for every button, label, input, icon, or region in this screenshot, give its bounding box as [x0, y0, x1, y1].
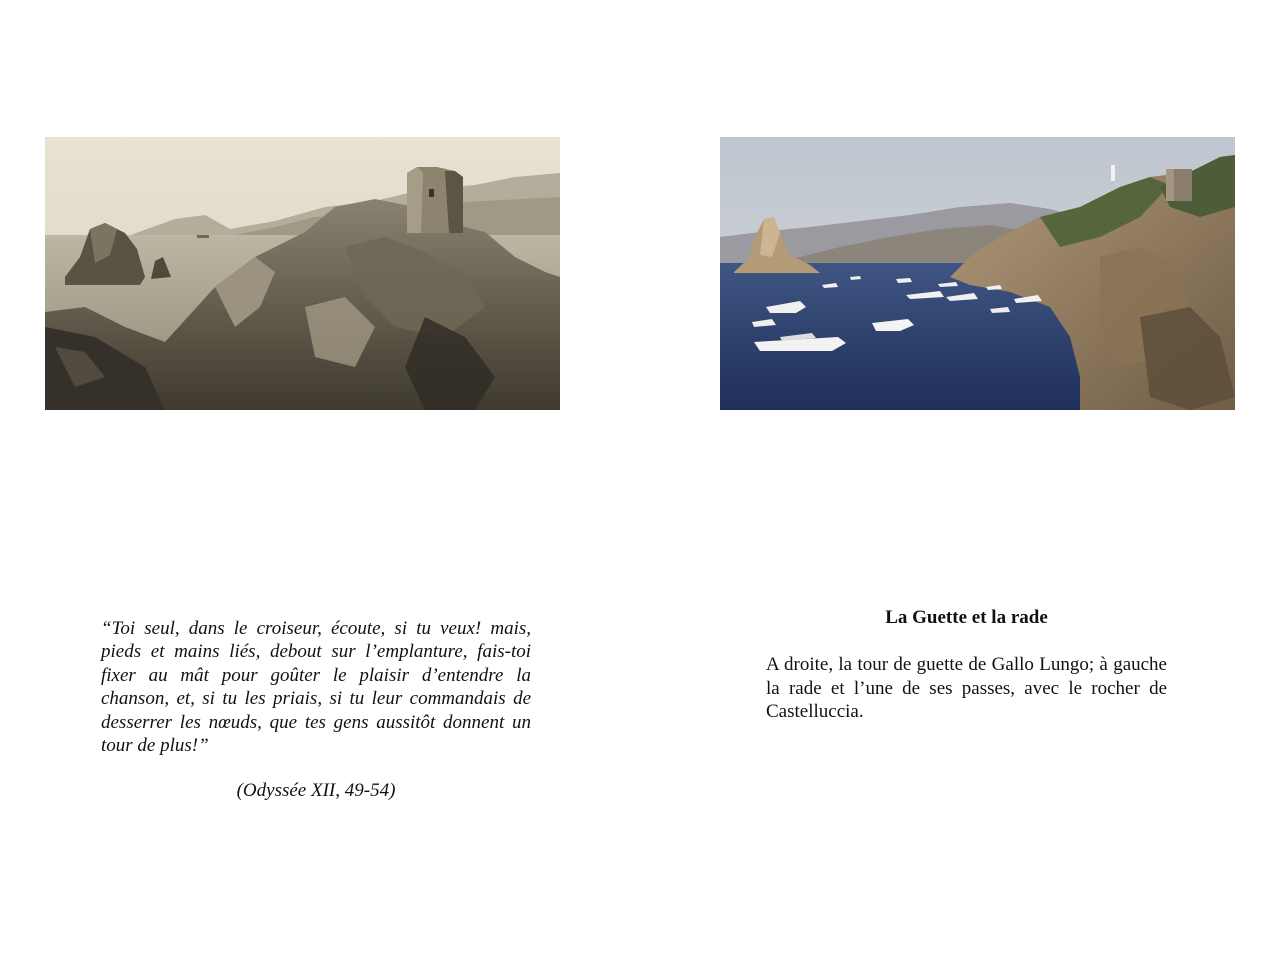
- caption-title: La Guette et la rade: [885, 607, 1048, 628]
- caption-text: A droite, la tour de guette de Gallo Lungo; à gauche la rade et l’une de ses passes, avec le rocher de Castelluccia.: [766, 654, 1167, 723]
- odyssey-quote-source: (Odyssée XII, 49-54): [236, 780, 396, 802]
- photo-caption-block: [766, 606, 1167, 724]
- color-photo-drawing: [720, 137, 1235, 410]
- sepia-photo-drawing: [45, 137, 560, 410]
- color-bay-boats-tower-photo: [720, 137, 1235, 410]
- odyssey-quote-block: [101, 617, 531, 803]
- odyssey-quote-text: “Toi seul, dans le croiseur, écoute, si tu veux! mais, pieds et mains liés, debout sur l’emplanture, fais-toi fixer au mât pour goûter le plaisir d’entendre la chanson, et, si tu les priais, si tu leur commandais de desserrer les nœuds, que tes gens aussitôt donnent un tour de plus!”: [101, 618, 531, 757]
- sepia-coastal-tower-photo: [45, 137, 560, 410]
